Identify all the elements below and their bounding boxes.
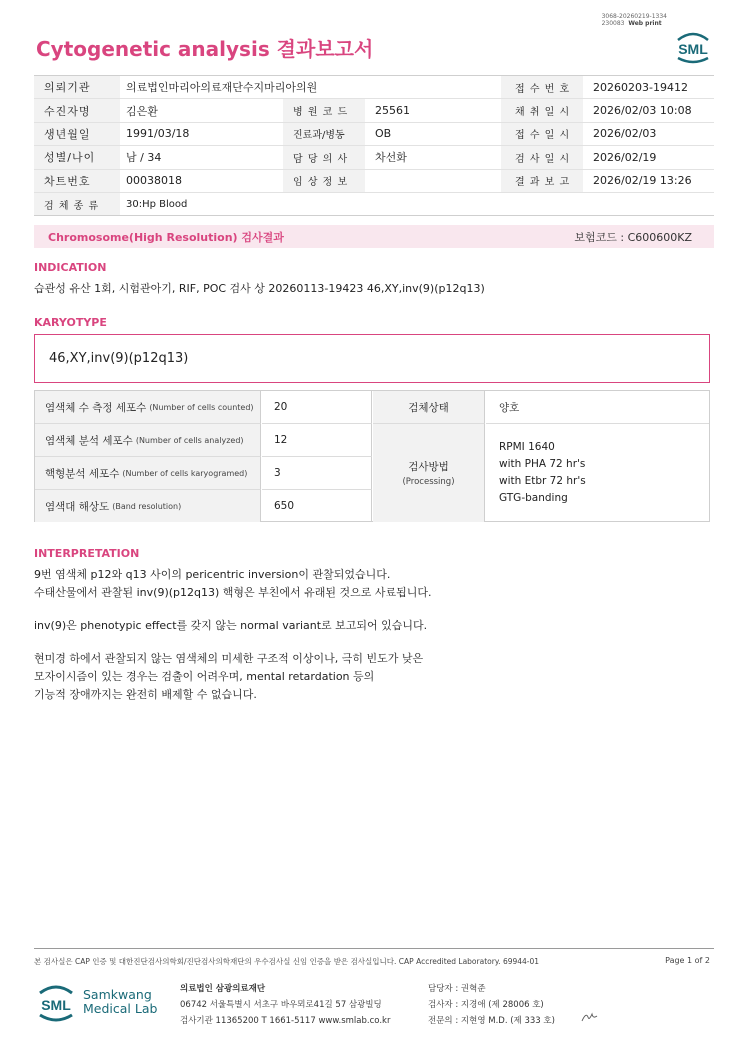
chart-label: 차트번호 xyxy=(34,170,120,192)
interp-line: inv(9)은 phenotypic effect를 갖지 않는 normal variant로 보고되어 있습니다. xyxy=(34,619,428,632)
test-banner xyxy=(34,225,714,248)
interpretation-heading: INTERPRETATION xyxy=(34,547,140,560)
svg-text:SML: SML xyxy=(678,41,708,57)
name-label: 수진자명 xyxy=(34,99,120,121)
cell-count-table xyxy=(34,390,710,522)
clinical-label: 임 상 정 보 xyxy=(283,170,365,192)
sex-age-label: 성별/나이 xyxy=(34,146,120,168)
karyotype-heading: KARYOTYPE xyxy=(34,316,107,329)
method-line: with Etbr 72 hr's xyxy=(499,475,586,487)
test-date-label: 검 사 일 시 xyxy=(501,146,583,168)
req-inst-value: 의료법인마리아의료재단수지마리아의원 xyxy=(126,81,318,95)
sex-age-value: 남 / 34 xyxy=(126,151,162,165)
method-line: with PHA 72 hr's xyxy=(499,458,586,470)
report-value: 2026/02/19 13:26 xyxy=(593,174,692,188)
karyogramed-value: 3 xyxy=(262,457,372,490)
name-value: 김은환 xyxy=(126,104,158,118)
method-value xyxy=(486,424,709,522)
doctor-value: 차선화 xyxy=(375,151,407,165)
info-row xyxy=(34,193,714,216)
dob-label: 생년월일 xyxy=(34,123,120,145)
footer-divider xyxy=(34,948,714,949)
chart-value: 00038018 xyxy=(126,174,182,188)
accreditation-note: 본 검사실은 CAP 인증 및 대한진단검사의학회/진단검사의학재단의 우수검사실 신임 인증을 받은 검사실입니다. CAP Accredited Laboratory. 69944-01 xyxy=(34,957,540,966)
indication-text: 습관성 유산 1회, 시험관아기, RIF, POC 검사 상 20260113-19423 46,XY,inv(9)(p12q13) xyxy=(34,282,485,295)
test-date-value: 2026/02/19 xyxy=(593,150,657,164)
dept-value: OB xyxy=(375,127,392,141)
report-title: Cytogenetic analysis 결과보고서 xyxy=(36,37,374,61)
recv-no-label: 접 수 번 호 xyxy=(501,76,583,98)
specimen-label: 검 체 종 류 xyxy=(34,193,120,215)
patient-info-table xyxy=(34,75,714,216)
info-row xyxy=(34,76,714,99)
doctor-label: 담 당 의 사 xyxy=(283,146,365,168)
recv-date-label: 접 수 일 시 xyxy=(501,123,583,145)
signature-icon xyxy=(580,1010,600,1024)
interp-line: 모자이시즘이 있는 경우는 검출이 어려우며, mental retardation 등의 xyxy=(34,670,375,683)
band-value: 650 xyxy=(262,490,372,522)
counted-value: 20 xyxy=(262,391,372,424)
sml-footer-logo xyxy=(36,981,76,1025)
sml-logo xyxy=(672,26,714,64)
collect-value: 2026/02/03 10:08 xyxy=(593,104,692,118)
info-row xyxy=(34,123,714,146)
req-inst-label: 의뢰기관 xyxy=(34,76,120,98)
info-row xyxy=(34,146,714,169)
print-code xyxy=(602,13,667,27)
interp-line: 현미경 하에서 관찰되지 않는 염색체의 미세한 구조적 이상이나, 극히 빈도가 낮은 xyxy=(34,652,424,665)
footer-organization: 의료법인 삼광의료재단 06742 서울특별시 서초구 바우뫼로41길 57 삼광빌딩 검사기관 11365200 T 1661-5117 www.smlab.co.kr xyxy=(180,984,391,1026)
interp-line: 기능적 장애까지는 완전히 배제할 수 없습니다. xyxy=(34,688,257,701)
specimen-value: 30:Hp Blood xyxy=(126,198,188,210)
interp-line: 수태산물에서 관찰된 inv(9)(p12q13) 핵형은 부친에서 유래된 것으로 사료됩니다. xyxy=(34,586,432,599)
report-label: 결 과 보 고 xyxy=(501,170,583,192)
karyogramed-label: 핵형분석 세포수 (Number of cells karyogramed) xyxy=(35,457,261,490)
info-row xyxy=(34,170,714,193)
recv-no-value: 20260203-19412 xyxy=(593,80,688,94)
interp-line: 9번 염색체 p12와 q13 사이의 pericentric inversion이 관찰되었습니다. xyxy=(34,568,391,581)
footer-brand: Samkwang Medical Lab xyxy=(83,987,158,1016)
footer-staff: 담당자 : 권혁준 검사자 : 지경애 (제 28006 호) 전문의 : 지현영 M.D. (제 333 호) xyxy=(428,984,555,1026)
method-line: RPMI 1640 xyxy=(499,441,555,453)
recv-date-value: 2026/02/03 xyxy=(593,127,657,141)
hosp-code-value: 25561 xyxy=(375,104,410,118)
collect-label: 채 취 일 시 xyxy=(501,99,583,121)
svg-text:SML: SML xyxy=(41,997,71,1013)
method-label: 검사방법 (Processing) xyxy=(373,424,485,522)
info-row xyxy=(34,99,714,122)
karyotype-value: 46,XY,inv(9)(p12q13) xyxy=(49,351,189,366)
hosp-code-label: 병 원 코 드 xyxy=(283,99,365,121)
insurance-code: 보험코드 : C600600KZ xyxy=(574,230,692,244)
analyzed-label: 염색체 분석 세포수 (Number of cells analyzed) xyxy=(35,424,261,457)
state-label: 검체상태 xyxy=(373,391,485,424)
dob-value: 1991/03/18 xyxy=(126,127,190,141)
test-name: Chromosome(High Resolution) 검사결과 xyxy=(48,230,284,244)
print-code-line1: 3068-20260219-1334 xyxy=(601,13,667,20)
counted-label: 염색체 수 측정 세포수 (Number of cells counted) xyxy=(35,391,261,424)
page-number: Page 1 of 2 xyxy=(665,956,710,965)
band-label: 염색대 해상도 (Band resolution) xyxy=(35,490,261,522)
state-value: 양호 xyxy=(486,391,709,424)
print-code-line2: 230083 Web print xyxy=(601,20,662,27)
karyotype-box xyxy=(34,334,710,383)
analyzed-value: 12 xyxy=(262,424,372,457)
method-line: GTG-banding xyxy=(499,492,568,504)
indication-heading: INDICATION xyxy=(34,261,107,274)
dept-label: 진료과/병동 xyxy=(283,123,365,145)
